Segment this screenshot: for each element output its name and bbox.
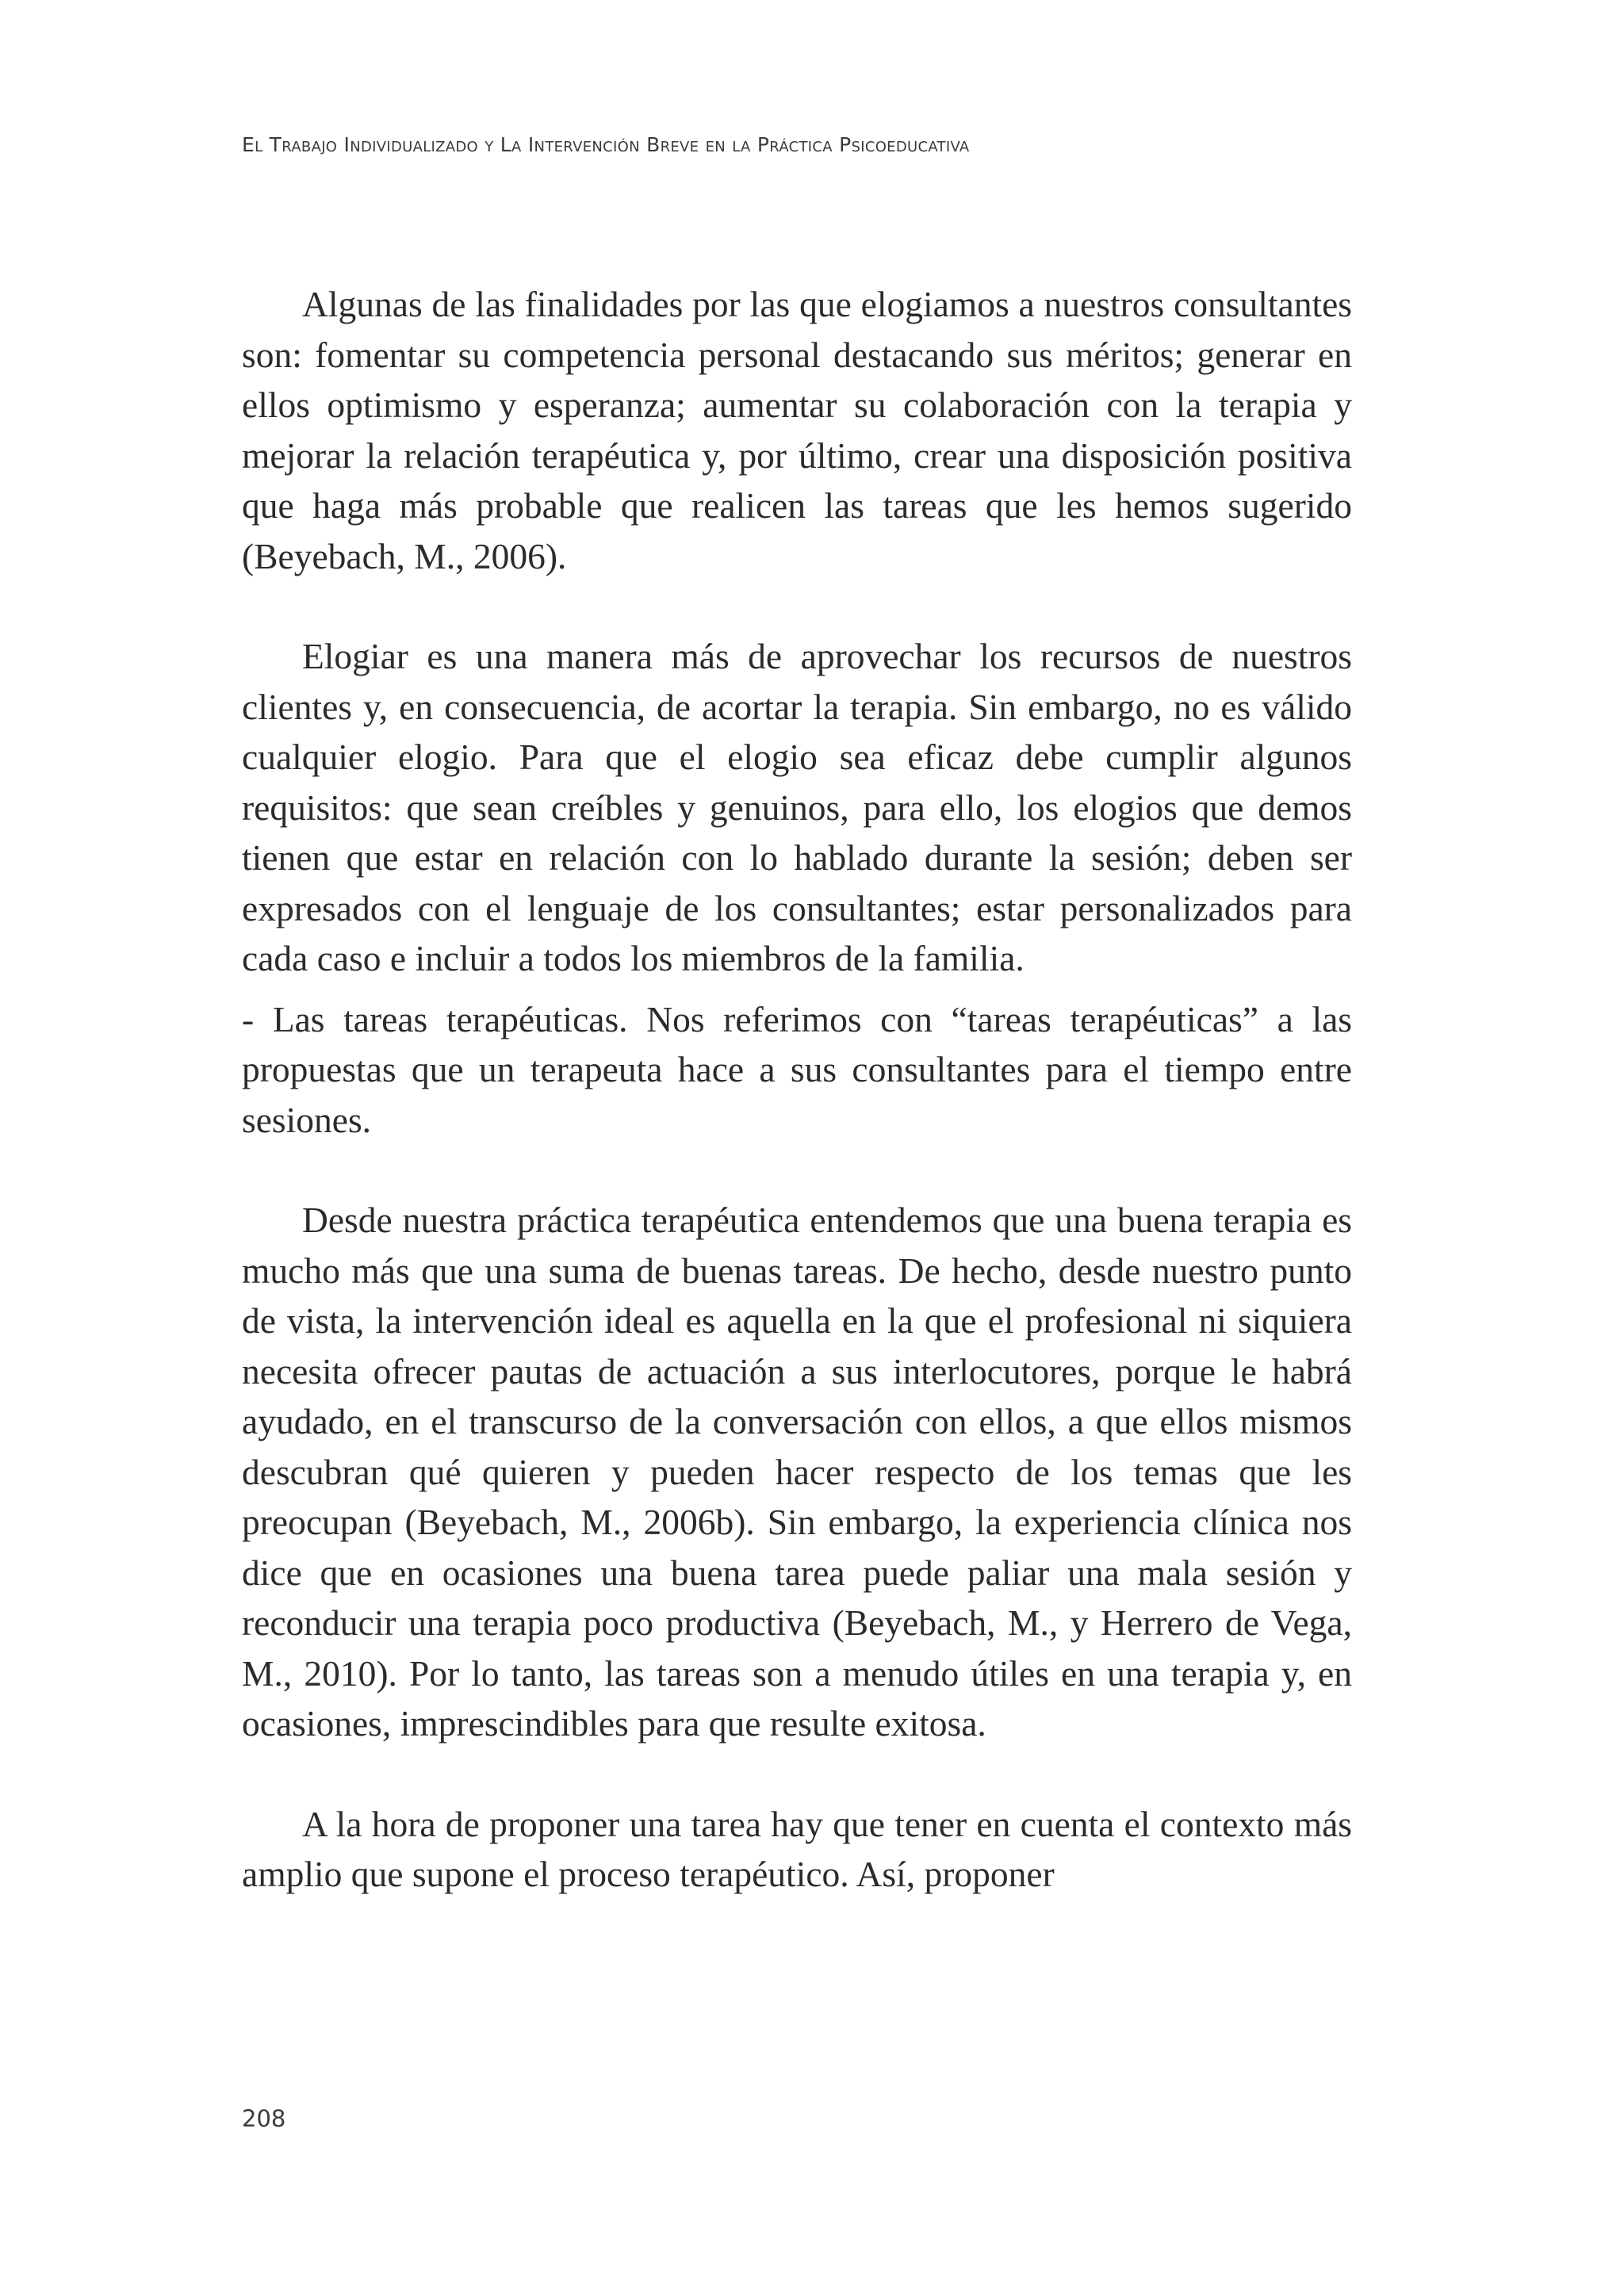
paragraph-proponer-tarea: A la hora de proponer una tarea hay que tener en cuenta el contexto más amplio que supone el proceso terapéutico. Así, proponer <box>242 1803 1352 1894</box>
paragraph-tareas-terapeuticas: - Las tareas terapéuticas. Nos referimos con “tareas terapéuticas” a las propuestas que un terapeuta hace a sus consultantes para el tiempo entre sesiones. <box>242 998 1352 1140</box>
paragraph-elogios-finalidades: Algunas de las finalidades por las que elogiamos a nuestros consultantes son: fomentar su competencia personal destacando sus méritos; generar en ellos optimismo y esperanza; aumentar su colaboración con la terapia y mejorar la relación terapéutica y, por último, crear una disposición positiva que haga más probable que realicen las tareas que les hemos sugerido (Beyebach, M., 2006). <box>242 284 1352 576</box>
running-header: El Trabajo Individualizado y La Intervención Breve en la Práctica Psicoeducativa <box>242 133 970 156</box>
page-number: 208 <box>242 2105 286 2132</box>
body-text <box>242 279 1352 1900</box>
paragraph-practica-terapeutica: Desde nuestra práctica terapéutica entendemos que una buena terapia es mucho más que una suma de buenas tareas. De hecho, desde nuestro punto de vista, la intervención ideal es aquella en la que el profesional ni siquiera necesita ofrecer pautas de actuación a sus interlocutores, porque le habrá ayudado, en el transcurso de la conversación con ellos, a que ellos mismos descubran qué quieren y pueden hacer respecto de los temas que les preocupan (Beyebach, M., 2006b). Sin embargo, la experiencia clínica nos dice que en ocasiones una buena tarea puede paliar una mala sesión y reconducir una terapia poco productiva (Beyebach, M., y Herrero de Vega, M., 2010). Por lo tanto, las tareas son a menudo útiles en una terapia y, en ocasiones, imprescindibles para que resulte exitosa. <box>242 1200 1352 1744</box>
paragraph-elogiar-requisitos: Elogiar es una manera más de aprovechar los recursos de nuestros clientes y, en consecuencia, de acortar la terapia. Sin embargo, no es válido cualquier elogio. Para que el elogio sea eficaz debe cumplir algunos requisitos: que sean creíbles y genuinos, para ello, los elogios que demos tienen que estar en relación con lo hablado durante la sesión; deben ser expresados con el lenguaje de los consultantes; estar personalizados para cada caso e incluir a todos los miembros de la familia. <box>242 636 1352 978</box>
